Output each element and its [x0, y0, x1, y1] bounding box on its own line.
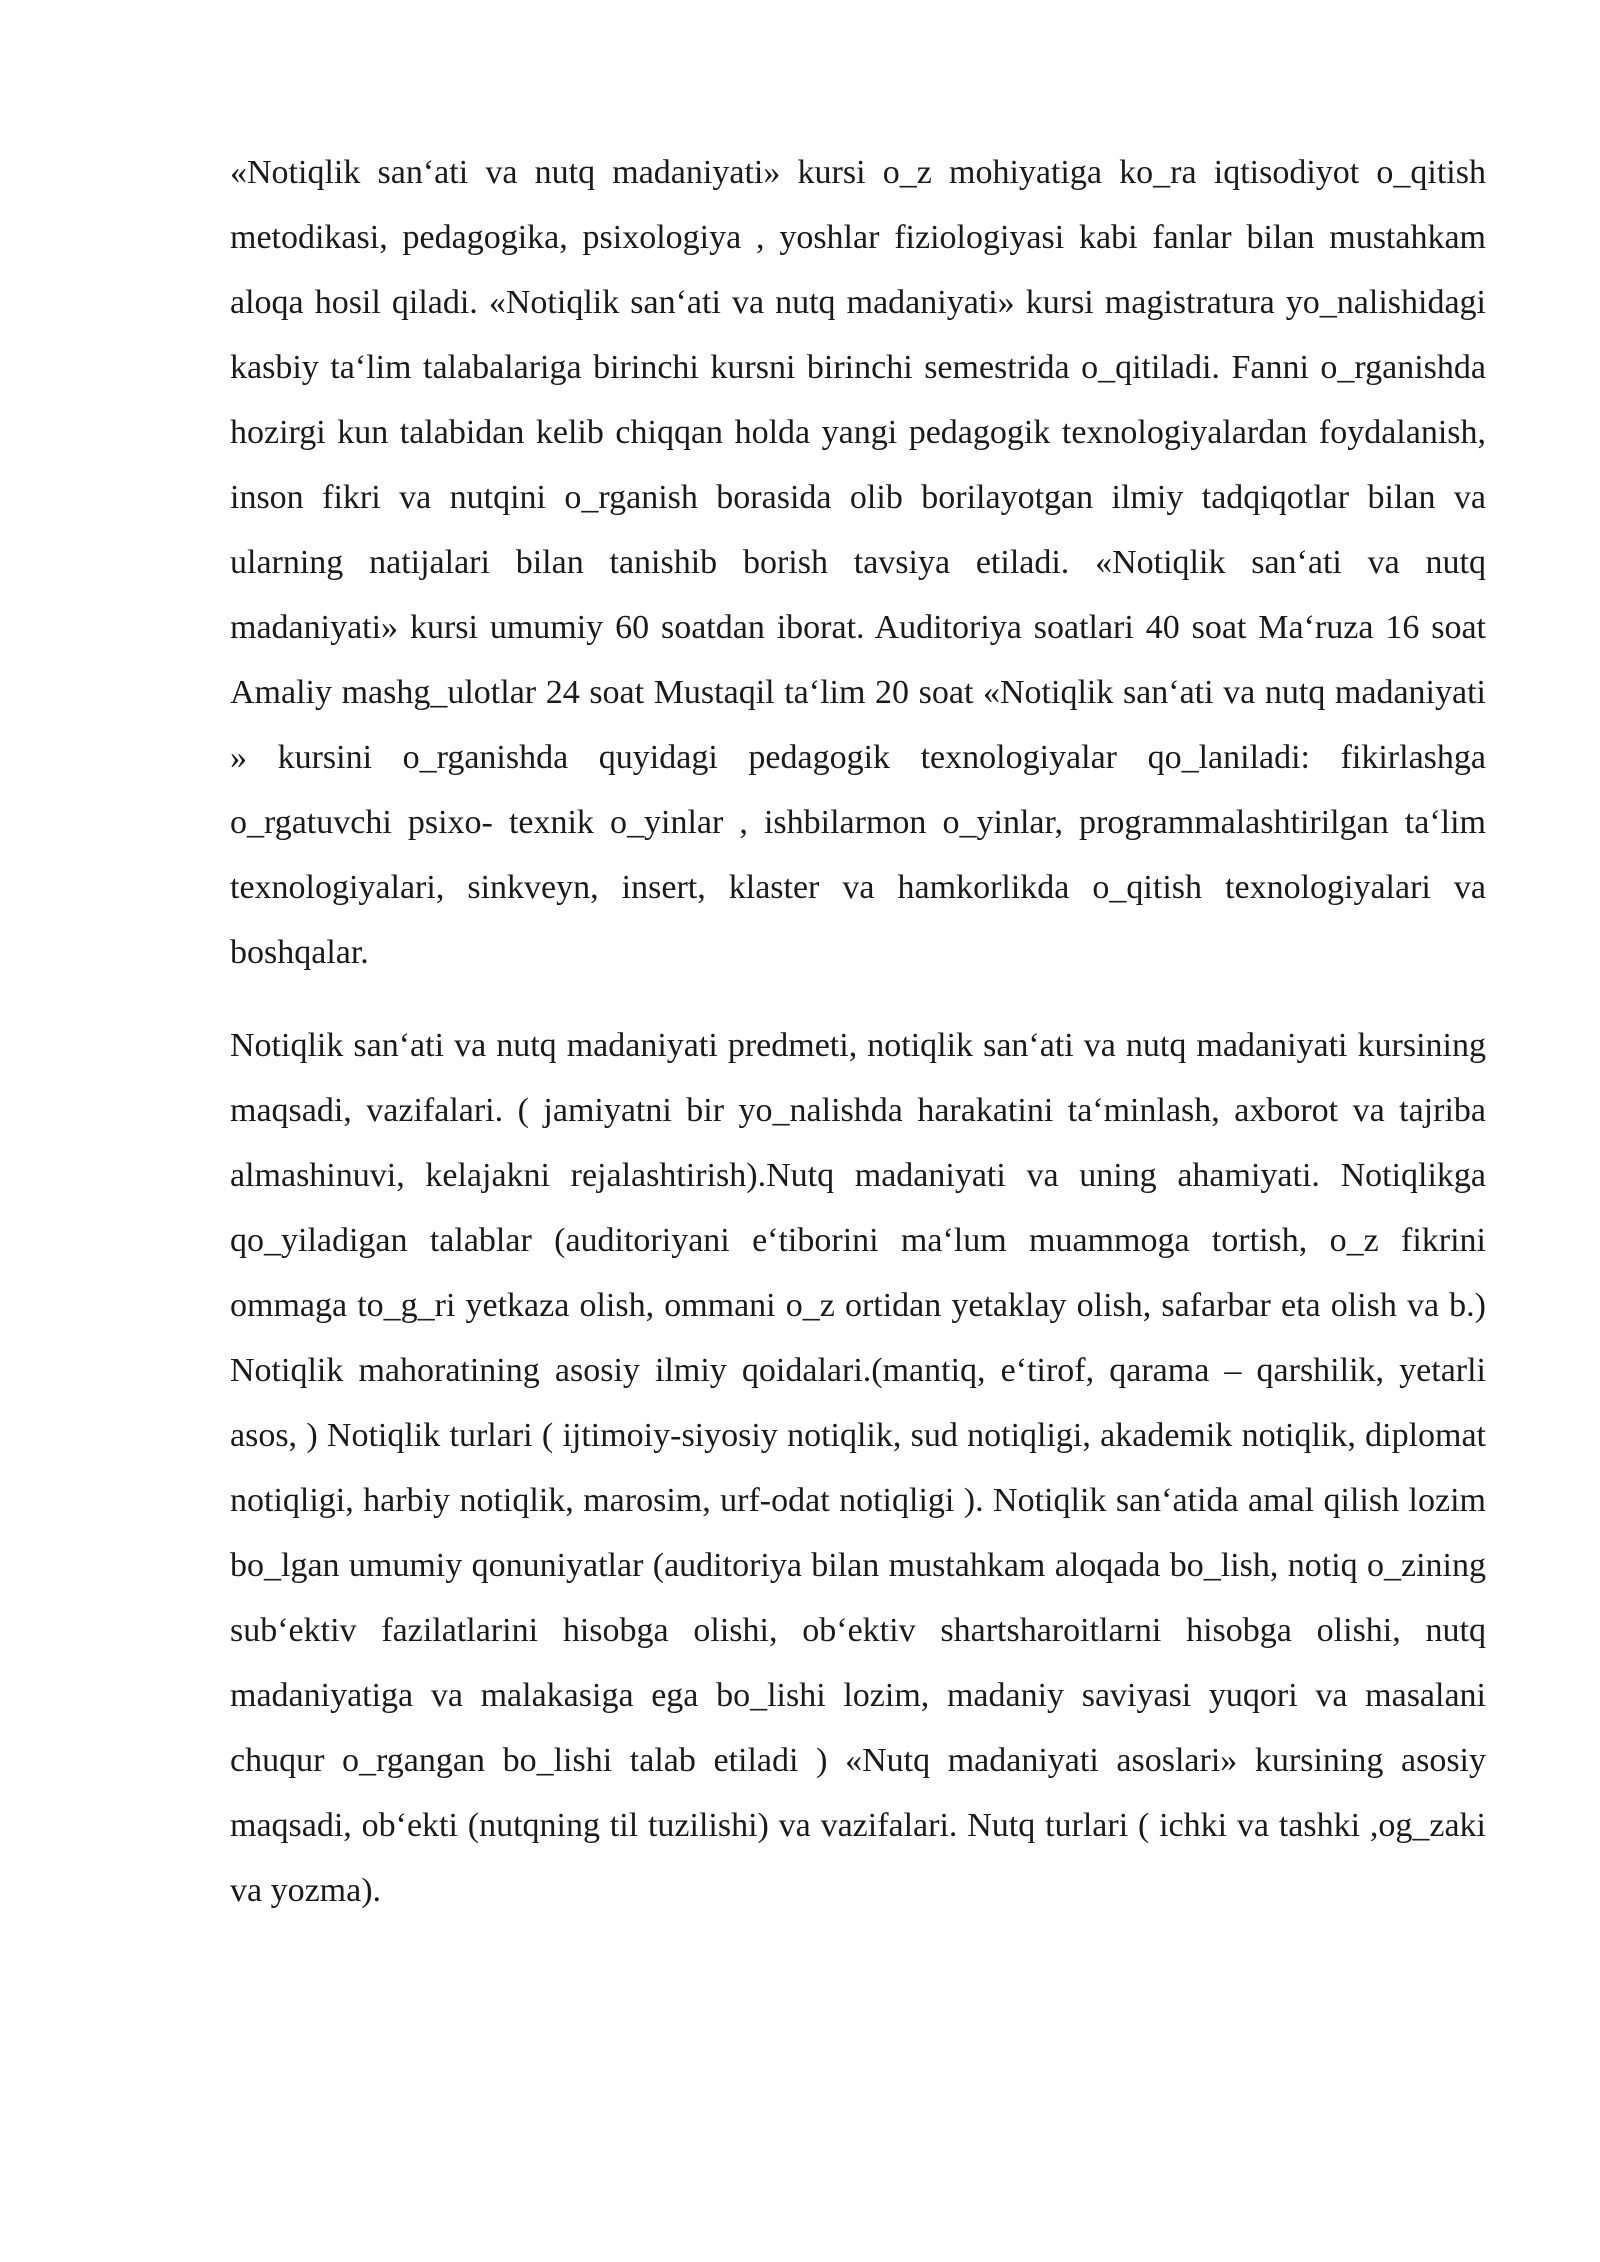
paragraph-course-overview: «Notiqlik san‘ati va nutq madaniyati» kursi o_z mohiyatiga ko_ra iqtisodiyot o_qitish metodikasi, pedagogika, psixologiya , yoshlar fiziologiyasi kabi fanlar bilan mustahkam aloqa hosil qiladi. «Notiqlik san‘ati va nutq madaniyati» kursi magistratura yo_nalishidagi kasbiy ta‘lim talabalariga birinchi kursni birinchi semestrida o_qitiladi. Fanni o_rganishda hozirgi kun talabidan kelib chiqqan holda yangi pedagogik texnologiyalardan foydalanish, inson fikri va nutqini o_rganish borasida olib borilayotgan ilmiy tadqiqotlar bilan va ularning natijalari bilan tanishib borish tavsiya etiladi. «Notiqlik san‘ati va nutq madaniyati» kursi umumiy 60 soatdan iborat. Auditoriya soatlari 40 soat Ma‘ruza 16 soat Amaliy mashg_ulotlar 24 soat Mustaqil ta‘lim 20 soat «Notiqlik san‘ati va nutq madaniyati » kursini o_rganishda quyidagi pedagogik texnologiyalar qo_laniladi: fikirlashga o_rgatuvchi psixo- texnik o_yinlar , ishbilarmon o_yinlar, programmalashtirilgan ta‘lim texnologiyalari, sinkveyn, insert, klaster va hamkorlikda o_qitish texnologiyalari va boshqalar.: [230, 154, 1486, 971]
paragraph-subject-topics: Notiqlik san‘ati va nutq madaniyati predmeti, notiqlik san‘ati va nutq madaniyati kursining maqsadi, vazifalari. ( jamiyatni bir yo_nalishda harakatini ta‘minlash, axborot va tajriba almashinuvi, kelajakni rejalashtirish).Nutq madaniyati va uning ahamiyati. Notiqlikga qo_yiladigan talablar (auditoriyani e‘tiborini ma‘lum muammoga tortish, o_z fikrini ommaga to_g_ri yetkaza olish, ommani o_z ortidan yetaklay olish, safarbar eta olish va b.) Notiqlik mahoratining asosiy ilmiy qoidalari.(mantiq, e‘tirof, qarama – qarshilik, yetarli asos, ) Notiqlik turlari ( ijtimoiy-siyosiy notiqlik, sud notiqligi, akademik notiqlik, diplomat notiqligi, harbiy notiqlik, marosim, urf-odat notiqligi ). Notiqlik san‘atida amal qilish lozim bo_lgan umumiy qonuniyatlar (auditoriya bilan mustahkam aloqada bo_lish, notiq o_zining sub‘ektiv fazilatlarini hisobga olishi, ob‘ektiv shartsharoitlarni hisobga olishi, nutq madaniyatiga va malakasiga ega bo_lishi lozim, madaniy saviyasi yuqori va masalani chuqur o_rgangan bo_lishi talab etiladi ) «Nutq madaniyati asoslari» kursining asosiy maqsadi, ob‘ekti (nutqning til tuzilishi) va vazifalari. Nutq turlari ( ichki va tashki ,og_zaki va yozma).: [230, 1027, 1486, 1909]
document-page: [230, 140, 1486, 1923]
